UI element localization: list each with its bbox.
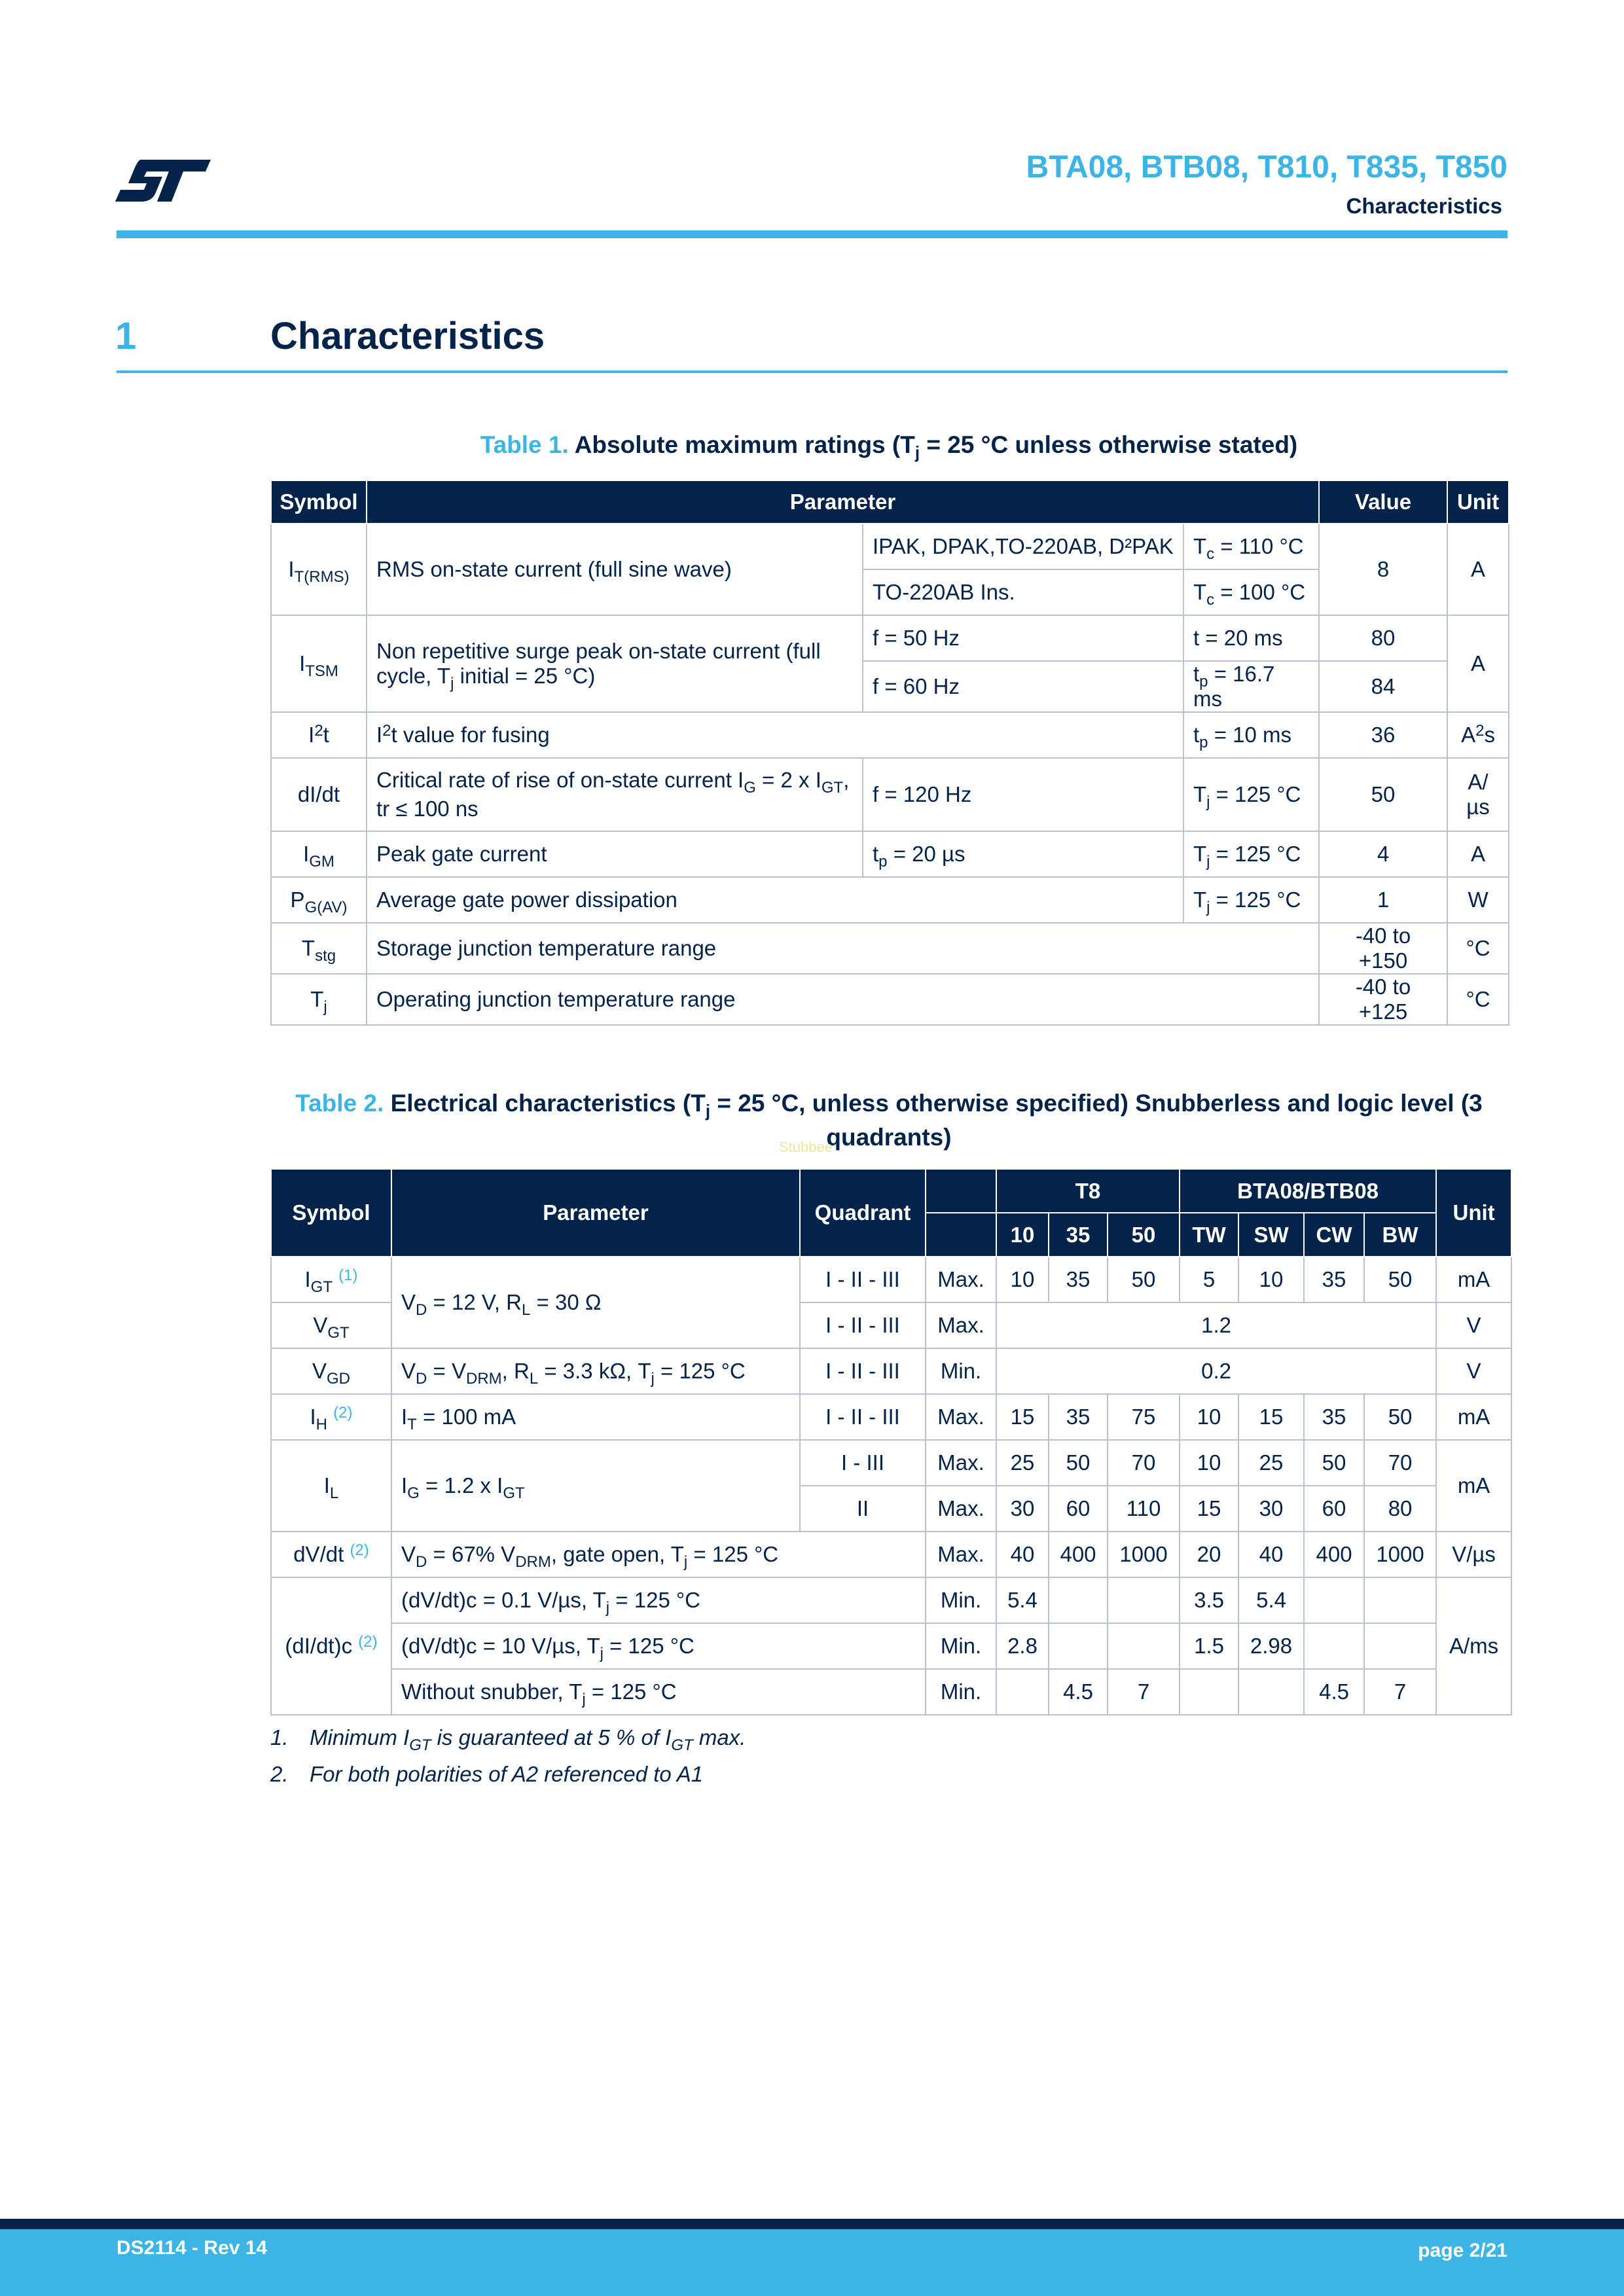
footer-page-number: page 2/21	[1418, 2240, 1507, 2261]
table-row: $T_{stg}$ Storage junction temperature range -40 to +150 °C	[271, 923, 1509, 974]
table-row: $V_{GD}$ $V_D = V_{DRM}$, $R_L = 3.3$ kΩ, $T_j = 125$ °C I - II - III Min. 0.2 V	[271, 1348, 1511, 1394]
section-title: Characteristics	[270, 315, 545, 357]
table-row: dI/dt Critical rate of rise of on-state current $I_G = 2$ x $I_{GT}$, tr ≤ 100 ns f = 120 Hz $T_j = 125$ °C 50 A/µs	[271, 758, 1509, 831]
table-row: $I_{GT}$ $^{(1)}$ $V_D = 12$ V, $R_L = 30$ Ω I - II - III Max. 10 35 50 5 10 35 50 mA	[271, 1257, 1511, 1302]
table2-caption: Table 2. Electrical characteristics ($T_j = 25$ °C, unless otherwise specified) Snubberless and logic level (3 quadrants)	[295, 1090, 1483, 1151]
table-row: $I_{TSM}$ Non repetitive surge peak on-state current (full cycle, $T_j$ initial = 25 °C) f = 50 Hz t = 20 ms 80 A	[271, 615, 1509, 661]
document-title: BTA08, BTB08, T810, T835, T850	[1026, 150, 1507, 185]
table-header-row: Symbol Parameter Quadrant T8 BTA08/BTB08 Unit	[271, 1169, 1511, 1213]
table-row: $P_{G(AV)}$ Average gate power dissipation $T_j = 125$ °C 1 W	[271, 877, 1509, 923]
table-row: II Max. 30 60 110 15 30 60 80	[271, 1486, 1511, 1532]
section-rule	[117, 370, 1507, 373]
table-row: $T_j$ Operating junction temperature range -40 to +125 °C	[271, 974, 1509, 1025]
table-header-row: 10 35 50 TW SW CW BW	[271, 1213, 1511, 1257]
table-row: (dV/dt)c = 10 V/µs, $T_j = 125$ °C Min. 2.8 1.5 2.98	[271, 1623, 1511, 1669]
note-1: 1. Minimum $I_{GT}$ is guaranteed at 5 % of $I_{GT}$ max.	[270, 1725, 746, 1754]
table-row: TO-220AB Ins. $T_c = 100$ °C	[271, 569, 1509, 615]
table-row: f = 60 Hz $t_p = 16.7$ ms 84	[271, 661, 1509, 712]
table-row: $I_H$ $^{(2)}$ $I_T = 100$ mA I - II - III Max. 15 35 75 10 15 35 50 mA	[271, 1394, 1511, 1440]
electrical-characteristics-table	[270, 1168, 1512, 1715]
table-row: $V_{GT}$ I - II - III Max. 1.2 V	[271, 1302, 1511, 1348]
header-rule	[117, 230, 1507, 238]
document-subtitle: Characteristics	[1346, 194, 1502, 218]
table-notes	[270, 1725, 746, 1799]
table-row: (dI/dt)c $^{(2)}$ (dV/dt)c = 0.1 V/µs, $T_j = 125$ °C Min. 5.4 3.5 5.4 A/ms	[271, 1577, 1511, 1623]
table1-caption: Table 1. Absolute maximum ratings ($T_j = 25$ °C unless otherwise stated)	[480, 431, 1298, 462]
table-header-row: Symbol Parameter Value Unit	[271, 480, 1509, 524]
watermark-text: Stubbee	[779, 1139, 833, 1155]
table-row: dV/dt $^{(2)}$ $V_D = 67\%$ $V_{DRM}$, gate open, $T_j = 125$ °C Max. 40 400 1000 20 40 400 1000 V/µs	[271, 1532, 1511, 1577]
table-row: $I_L$ $I_G = 1.2$ x $I_{GT}$ I - III Max. 25 50 70 10 25 50 70 mA	[271, 1440, 1511, 1486]
table-row: $I_{GM}$ Peak gate current $t_p = 20$ µs $T_j = 125$ °C 4 A	[271, 831, 1509, 877]
section-number: 1	[115, 315, 137, 357]
table-row: $I^2t$ $I^2t$ value for fusing $t_p = 10$ ms 36 $A^2s$	[271, 712, 1509, 758]
st-logo	[115, 154, 211, 207]
footer-doc-id: DS2114 - Rev 14	[117, 2237, 268, 2259]
symbol-cell: $I_{T(RMS)}$	[271, 524, 367, 615]
table-row: $I_{T(RMS)}$ RMS on-state current (full sine wave) IPAK, DPAK,TO-220AB, D²PAK $T_c = 110$ °C 8 A	[271, 524, 1509, 569]
note-2: 2. For both polarities of A2 referenced to A1	[270, 1762, 704, 1786]
absolute-maximum-ratings-table	[270, 480, 1509, 1026]
table-row: Without snubber, $T_j = 125$ °C Min. 4.5 7 4.5 7	[271, 1669, 1511, 1715]
footer-dark-band	[0, 2219, 1624, 2229]
